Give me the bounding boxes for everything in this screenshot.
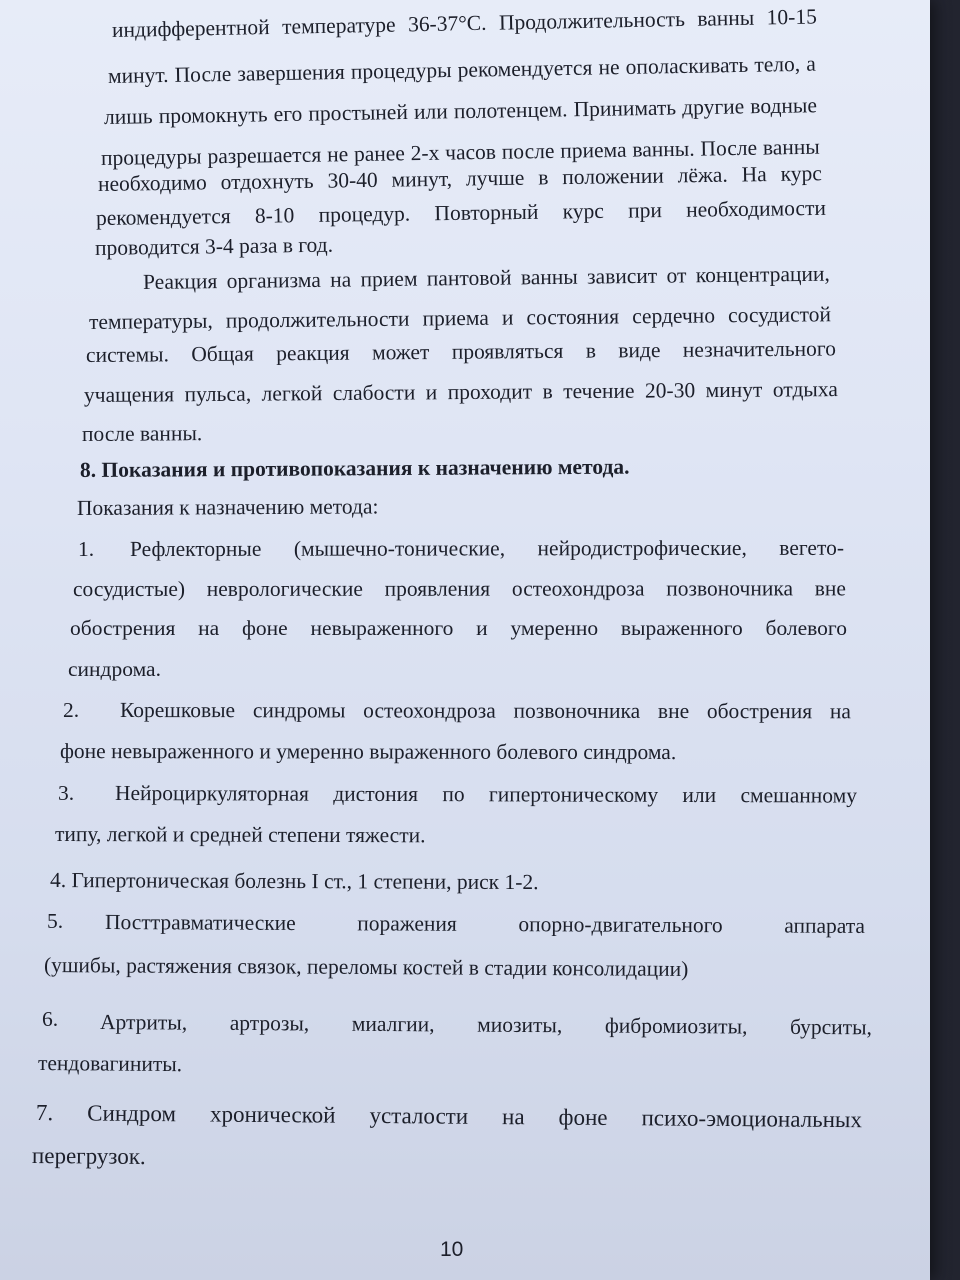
word: После (174, 61, 232, 87)
item-number: 1. (78, 537, 95, 561)
text-line: синдрома. (68, 657, 161, 681)
word: часов (444, 139, 497, 165)
word: процедуры (350, 58, 452, 84)
word: проявляться (451, 338, 564, 364)
word: и (476, 616, 488, 640)
text-line: 4. Гипертоническая болезнь I ст., 1 степени, риск 1-2. (49, 868, 539, 895)
word: промокнуть (158, 102, 268, 129)
word: ванны. (632, 136, 695, 162)
word: миалгии, (351, 1011, 435, 1037)
word: усталости (369, 1102, 469, 1129)
word: водные (750, 93, 818, 119)
text-line: фоне невыраженного и умеренно выраженного болевого синдрома. (59, 739, 677, 765)
word: или (413, 99, 448, 124)
word: фибромиозиты, (604, 1013, 748, 1039)
word: Повторный (434, 199, 539, 226)
word: минут, (391, 166, 453, 192)
word: Нейроциркуляторная (114, 781, 309, 806)
word: обострения (706, 699, 813, 724)
subheading: Показания к назначению метода: (76, 494, 379, 520)
word: Реакция (142, 269, 218, 294)
text-line (115, 783, 857, 807)
text-line: (ушибы, растяжения связок, переломы костей в стадии консолидации) (43, 953, 689, 981)
text-line (105, 912, 865, 937)
word: необходимо (97, 170, 207, 196)
item-number: 2. (63, 698, 80, 722)
word: аппарата (784, 913, 866, 938)
word: вне (657, 698, 690, 723)
word: легкой (261, 381, 323, 406)
word: на (198, 616, 220, 640)
text-line (95, 195, 827, 230)
text-line (112, 6, 817, 41)
word: течение (563, 378, 635, 404)
word: 20-30 (644, 378, 696, 403)
word: завершения (237, 59, 345, 86)
word: его (273, 101, 303, 127)
word: На (741, 162, 767, 187)
text-line (36, 1101, 862, 1131)
word: 7. (35, 1100, 54, 1126)
word: отдохнуть (220, 168, 314, 195)
word: обострения (70, 616, 176, 640)
word: фоне (558, 1104, 608, 1130)
word: в (538, 165, 549, 190)
word: бурситы, (789, 1014, 873, 1040)
word: курс (780, 161, 822, 186)
word: температуре (281, 12, 396, 39)
word: состояния (526, 304, 620, 330)
word: Рефлекторные (129, 536, 262, 561)
word: Принимать (573, 95, 677, 122)
word: вегето- (779, 535, 844, 560)
word: умеренно (510, 616, 599, 640)
word: ванны (697, 5, 755, 31)
word: простыней (308, 99, 409, 126)
item-number: 3. (58, 781, 75, 805)
text-line (86, 338, 836, 366)
word: реакция (276, 340, 350, 366)
text-line (120, 700, 851, 723)
word: смешанному (740, 783, 858, 808)
word: (мышечно-тонические, (293, 536, 506, 561)
word: рекомендуется (457, 55, 593, 82)
word: а (806, 51, 817, 76)
section-heading: 8. Показания и противопоказания к назначению метода. (79, 454, 630, 482)
word: приема (560, 137, 627, 163)
word: температуры, (88, 308, 213, 334)
page-number: 10 (440, 1238, 464, 1261)
word: полотенцем. (453, 97, 568, 124)
word: в (585, 338, 597, 363)
word: опорно-двигательного (518, 912, 723, 938)
word: позвоночника (513, 698, 641, 723)
word: может (371, 340, 430, 365)
word: минут. (107, 62, 169, 88)
word: лучше (465, 165, 525, 191)
word: нейродистрофические, (537, 535, 747, 561)
word: После (700, 135, 758, 161)
word: 8-10 (254, 203, 295, 228)
word: продолжительности (225, 306, 410, 333)
word: на (829, 699, 852, 724)
word: на (501, 1104, 525, 1130)
word: неврологические (206, 576, 363, 601)
text-line (107, 51, 817, 88)
word: болевого (765, 616, 847, 640)
word: учащения (83, 382, 175, 407)
word: концентрации, (695, 261, 830, 288)
word: лишь (103, 104, 153, 129)
word: виде (618, 337, 661, 363)
text-line: перегрузок. (31, 1143, 146, 1169)
text-line: тендовагиниты. (37, 1051, 183, 1077)
word: вне (814, 576, 846, 601)
word: зависит (586, 263, 658, 289)
word: организма (226, 267, 321, 293)
word: синдромы (252, 698, 346, 723)
word: позвоночника (666, 576, 794, 601)
word: Общая (191, 341, 254, 367)
text-line (73, 578, 846, 600)
text-line (100, 1012, 872, 1039)
word: ополаскивать (625, 52, 749, 79)
word: процедуры (100, 144, 202, 170)
word: хронической (209, 1101, 336, 1128)
text-line: проводится 3-4 раза в год. (94, 232, 334, 260)
word: прием (360, 266, 418, 292)
word: индифферентной (111, 14, 270, 42)
word: отдыха (772, 377, 838, 402)
word: незначительного (682, 336, 837, 362)
word: при (627, 198, 663, 223)
word: психо-эмоциональных (641, 1105, 863, 1133)
word: положении (562, 163, 664, 190)
word: минут (705, 377, 763, 403)
word: Продолжительность (498, 7, 686, 35)
word: остеохондроза (511, 576, 645, 601)
item-number: 6. (42, 1007, 59, 1031)
word: ранее (353, 141, 406, 167)
word: невыраженного (310, 616, 454, 640)
word: лёжа. (677, 162, 728, 188)
word: дистония (333, 781, 419, 807)
word: сердечно (632, 303, 716, 329)
text-line (89, 304, 831, 333)
word: ванны (762, 134, 820, 160)
word: и (425, 380, 438, 405)
item-number: 5. (47, 909, 64, 933)
text-line (142, 261, 830, 294)
word: и (501, 305, 514, 330)
word: 30-40 (327, 167, 378, 193)
word: приема (422, 305, 489, 331)
word: остеохондроза (363, 698, 496, 723)
word: артрозы, (229, 1010, 310, 1036)
word: не (326, 142, 349, 167)
word: тело, (754, 51, 801, 77)
word: Синдром (87, 1100, 177, 1127)
word: выраженного (620, 616, 743, 640)
text-line (84, 379, 838, 406)
word: курс (562, 198, 605, 224)
word: сосудистой (727, 302, 832, 328)
word: пантовой (426, 265, 512, 291)
word: 10-15 (766, 4, 818, 30)
word: 2-х (410, 140, 440, 166)
text-line (129, 535, 844, 561)
word: слабости (332, 380, 416, 406)
word: миозиты, (477, 1012, 563, 1038)
word: в (542, 379, 553, 404)
word: от (666, 263, 687, 288)
word: Корешковые (119, 698, 236, 723)
text-line (70, 618, 847, 640)
word: на (329, 267, 352, 292)
word: проходит (447, 379, 533, 405)
word: рекомендуется (95, 204, 231, 230)
word: 36-37°С. (407, 10, 487, 37)
word: Посттравматические (104, 910, 296, 935)
word: проявления (384, 576, 491, 601)
word: гипертоническому (488, 782, 659, 807)
word: другие (681, 94, 745, 120)
word: после (501, 138, 555, 164)
word: сосудистые) (72, 576, 186, 601)
word: или (682, 782, 717, 808)
word: не (598, 55, 620, 80)
text-line: типу, легкой и средней степени тяжести. (54, 822, 426, 848)
word: по (442, 782, 465, 807)
word: процедур. (318, 201, 411, 227)
text-line: после ванны. (81, 421, 203, 446)
word: фоне (242, 616, 288, 640)
word: ванны (520, 264, 578, 290)
text-line (98, 163, 822, 195)
text-line (104, 95, 817, 128)
word: системы. (85, 342, 170, 367)
word: Артриты, (99, 1010, 188, 1035)
word: поражения (357, 911, 457, 936)
word: необходимости (685, 195, 827, 222)
word: пульса, (184, 381, 252, 407)
word: разрешается (207, 142, 322, 169)
